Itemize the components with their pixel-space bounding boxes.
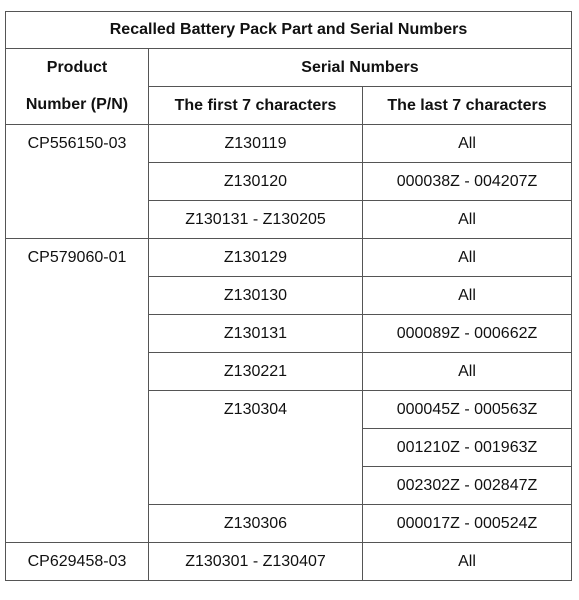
first-7-cell: Z130120: [149, 163, 363, 201]
table-body: [6, 125, 572, 581]
first-7-header: The first 7 characters: [149, 87, 363, 125]
product-number-header-line1: Product: [6, 49, 149, 87]
part-number-cell: CP579060-01: [6, 239, 149, 543]
first-7-cell: Z130301 - Z130407: [149, 543, 363, 581]
first-7-cell: Z130131: [149, 315, 363, 353]
serial-numbers-header: Serial Numbers: [149, 49, 572, 87]
last-7-cell: 000089Z - 000662Z: [363, 315, 572, 353]
last-7-cell: All: [363, 239, 572, 277]
first-7-cell: Z130129: [149, 239, 363, 277]
first-7-cell: Z130119: [149, 125, 363, 163]
table-title: Recalled Battery Pack Part and Serial Numbers: [6, 12, 572, 49]
table-row: [6, 239, 572, 277]
last-7-cell: 000017Z - 000524Z: [363, 505, 572, 543]
last-7-cell: 002302Z - 002847Z: [363, 467, 572, 505]
last-7-cell: All: [363, 353, 572, 391]
recall-table: [5, 11, 572, 581]
first-7-cell: Z130304: [149, 391, 363, 505]
part-number-cell: CP556150-03: [6, 125, 149, 239]
product-number-header-line2: Number (P/N): [6, 87, 149, 125]
last-7-header: The last 7 characters: [363, 87, 572, 125]
last-7-cell: All: [363, 201, 572, 239]
part-number-cell: CP629458-03: [6, 543, 149, 581]
last-7-cell: 000038Z - 004207Z: [363, 163, 572, 201]
first-7-cell: Z130221: [149, 353, 363, 391]
last-7-cell: 000045Z - 000563Z: [363, 391, 572, 429]
last-7-cell: All: [363, 277, 572, 315]
first-7-cell: Z130131 - Z130205: [149, 201, 363, 239]
last-7-cell: All: [363, 125, 572, 163]
first-7-cell: Z130130: [149, 277, 363, 315]
first-7-cell: Z130306: [149, 505, 363, 543]
table-row: [6, 125, 572, 163]
table-row: [6, 543, 572, 581]
last-7-cell: 001210Z - 001963Z: [363, 429, 572, 467]
last-7-cell: All: [363, 543, 572, 581]
